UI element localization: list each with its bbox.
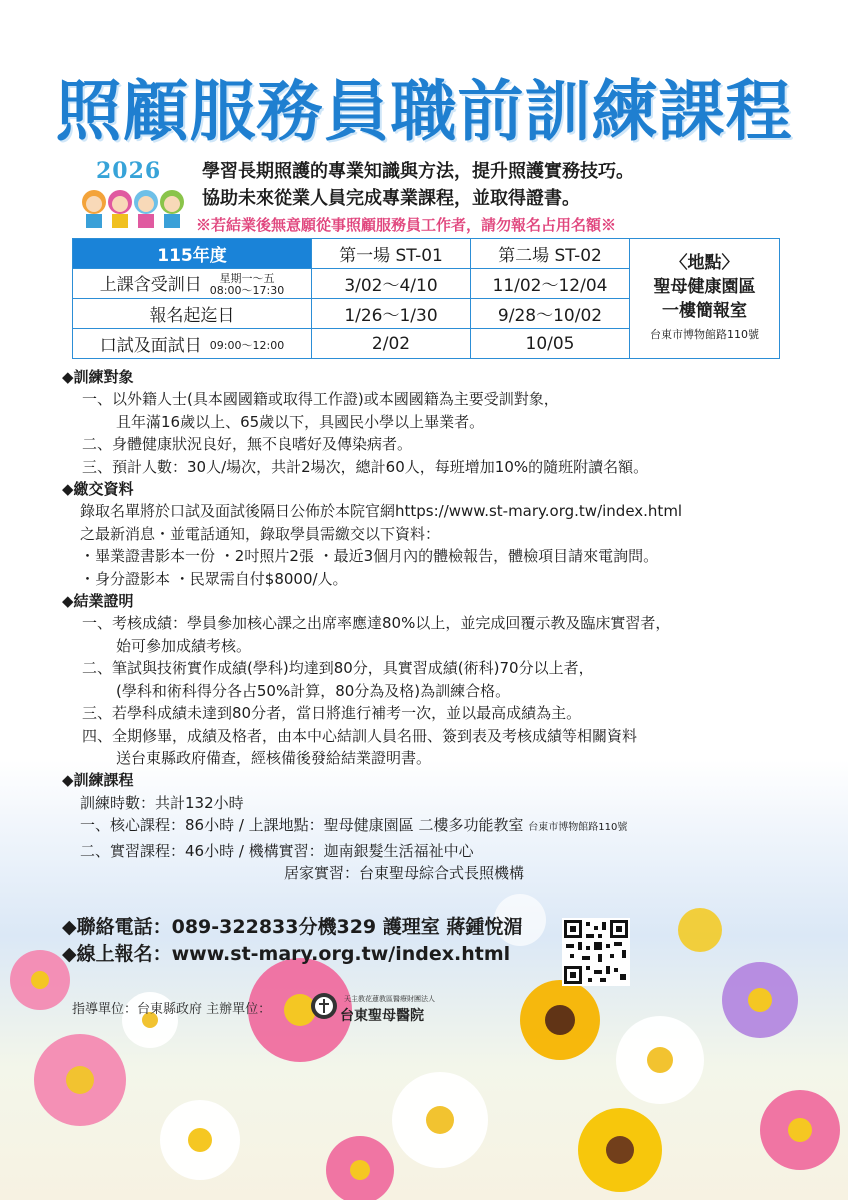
row-label <box>73 299 312 329</box>
row-note-2: 08:00～17:30 <box>209 284 285 297</box>
course-title: ◆訓練課程 <box>62 771 134 790</box>
session2-header: 第二場 ST-02 <box>471 239 630 269</box>
contact-block <box>62 914 522 968</box>
course-1-address: 台東市博物館路110號 <box>528 822 628 834</box>
row-note <box>210 273 284 297</box>
qr-code[interactable] <box>562 918 630 986</box>
row-label-text: 上課含受訓日 <box>99 275 202 295</box>
docs-2: 之最新消息・並電話通知，錄取學員需繳交以下資料： <box>80 524 441 543</box>
intro-line-1: 學習長期照護的專業知識與方法，提升照護實務技巧。 <box>202 161 634 182</box>
intro-text <box>202 158 634 212</box>
organizers: 指導單位：台東縣政府 主辦單位： <box>72 1002 272 1017</box>
session2-value: 11/02～12/04 <box>471 269 630 299</box>
target-title: ◆訓練對象 <box>62 368 134 386</box>
schedule-table <box>72 238 780 359</box>
hospital-logo <box>310 992 338 1020</box>
target-2: 二、身體健康狀況良好，無不良嗜好及傳染病者。 <box>82 435 413 454</box>
course-hours: 訓練時數：共計132小時 <box>80 793 244 812</box>
course-1-text: 一、核心課程：86小時 / 上課地點：聖母健康園區 二樓多功能教室 <box>80 816 524 835</box>
year-header: 115年度 <box>73 239 312 269</box>
row-note-1: 星期一～五 <box>219 272 275 285</box>
cert-4a: 四、全期修畢，成績及格者，由本中心結訓人員名冊、簽到表及考核成績等相關資料 <box>82 726 638 745</box>
location-address: 台東市博物館路110號 <box>650 327 759 341</box>
row-note: 09:00～12:00 <box>209 339 285 352</box>
cert-title: ◆結業證明 <box>62 592 134 611</box>
table-row <box>73 239 780 269</box>
location-line-2: 一樓簡報室 <box>662 300 747 321</box>
contact-phone: ◆聯絡電話：089-322833分機329 護理室 蔣鍾悅湄 <box>62 916 523 938</box>
cert-2a: 二、筆試與技術實作成績(學科)均達到80分，具實習成績(術科)70分以上者， <box>82 659 594 678</box>
row-label-text: 口試及面試日 <box>99 336 202 356</box>
docs-title: ◆繳交資料 <box>62 480 134 499</box>
target-3: 三、預計人數：30人/場次，共計2場次，總計60人，每班增加10%的隨班附讀名額。 <box>82 457 649 476</box>
target-1a: 一、以外籍人士(具本國國籍或取得工作證)或本國國籍為主要受訓對象， <box>82 390 559 409</box>
docs-1: 錄取名單將於口試及面試後隔日公佈於本院官網https://www.st-mary.org.tw/index.html <box>80 502 683 521</box>
target-1b: 且年滿16歲以上、65歲以下，具國民小學以上畢業者。 <box>116 412 485 431</box>
location-line-1: 聖母健康園區 <box>653 276 756 297</box>
docs-3: ・畢業證書影本一份 ・2吋照片2張 ・最近3個月內的體檢報告，體檢項目請來電詢問。 <box>80 547 659 566</box>
cert-2b: (學科和術科得分各占50%計算，80分為及格)為訓練合格。 <box>116 681 511 700</box>
intro-line-2: 協助未來從業人員完成專業課程，並取得證書。 <box>202 188 580 209</box>
row-label <box>73 329 312 359</box>
row-label <box>73 269 312 299</box>
session2-value: 9/28～10/02 <box>471 299 630 329</box>
warning-note: ※若結業後無意願從事照顧服務員工作者，請勿報名占用名額※ <box>196 216 617 234</box>
hospital-name: 台東聖母醫院 <box>340 1008 424 1024</box>
session1-header: 第一場 ST-01 <box>312 239 471 269</box>
location-title: 〈地點〉 <box>670 252 739 273</box>
course-1 <box>62 814 682 839</box>
hospital-foundation: 天主教花蓮教區醫療財團法人 <box>344 995 435 1003</box>
session2-value: 10/05 <box>471 329 630 359</box>
row-label-text: 報名起迄日 <box>149 306 235 326</box>
session1-value: 1/26～1/30 <box>312 299 471 329</box>
cert-4b: 送台東縣政府備查，經核備後發給結業證明書。 <box>116 748 432 767</box>
kids-illustration <box>78 184 190 230</box>
online-signup-link[interactable]: ◆線上報名：www.st-mary.org.tw/index.html <box>62 943 511 965</box>
cert-1a: 一、考核成績：學員參加核心課之出席率應達80%以上，並完成回覆示教及臨床實習者， <box>82 614 671 633</box>
location-cell <box>630 239 780 359</box>
session1-value: 2/02 <box>312 329 471 359</box>
session1-value: 3/02～4/10 <box>312 269 471 299</box>
cert-3: 三、若學科成績未達到80分者，當日將進行補考一次，並以最高成績為主。 <box>82 704 582 723</box>
year-label: 2026 <box>96 158 162 184</box>
details-body <box>62 366 682 884</box>
cert-1b: 始可參加成績考核。 <box>116 636 252 655</box>
course-3: 居家實習：台東聖母綜合式長照機構 <box>284 863 525 882</box>
docs-4: ・身分證影本 ・民眾需自付$8000/人。 <box>80 569 348 588</box>
course-2: 二、實習課程：46小時 / 機構實習：迦南銀髮生活福祉中心 <box>80 841 474 860</box>
page-title: 照顧服務員職前訓練課程 <box>55 72 793 150</box>
